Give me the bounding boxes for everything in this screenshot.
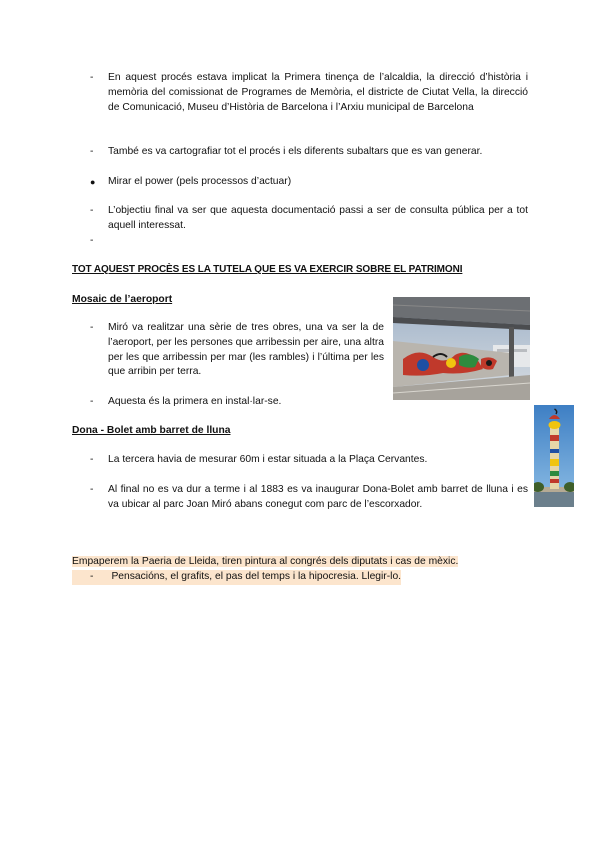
list-marker: - [90,146,94,157]
list-item [90,204,528,234]
list-item [90,321,384,380]
section-heading: TOT AQUEST PROCÈS ES LA TUTELA QUE ES VA EXERCIR SOBRE EL PATRIMONI [72,264,463,275]
list-item-text: Pensacións, el grafits, el pas del temps i la hipocresia. Llegir-lo. [93,570,401,585]
list-item-text: L’objectiu final va ser que aquesta documentació passi a ser de consulta pública per a tot aquell interessat. [108,205,528,231]
list-item [90,145,528,160]
list-marker: ● [90,177,96,187]
list-marker: - [90,205,94,216]
list-item-text: També es va cartografiar tot el procés i els diferents subaltars que es van generar. [108,146,483,157]
list-item-text: Al final no es va dur a terme i al 1883 es va inaugurar Dona-Bolet amb barret de lluna i es va ubicar al parc Joan Miró abans conegut com parc de l’escorxador. [108,484,528,510]
list-marker: - [90,72,94,83]
list-marker: - [90,235,94,246]
list-item [90,175,528,190]
highlighted-text: Empaperem la Paeria de Lleida, tiren pintura al congrés dels diputats i cas de mèxic. [72,556,459,567]
list-item-text: En aquest procés estava implicat la Primera tinença de l’alcaldia, la direcció d’història i memòria del comissionat de Programes de Memòria, el districte de Ciutat Vella, la direcció de Comunicació, Museu d’Història de Barcelona i l’Arxiu municipal de Barcelona [108,72,528,113]
list-item-text: La tercera havia de mesurar 60m i estar situada a la Plaça Cervantes. [108,454,428,465]
list-marker: - [72,570,93,585]
list-marker: - [90,484,94,495]
section-title: Mosaic de l’aeroport [72,294,173,305]
list-item-text: Miró va realitzar una sèrie de tres obres, una va ser la de l’aeroport, per les persones que arribessin per aire, una altra per les que arribessin per mar (les rambles) i l’última per les que arribin per terra. [108,322,384,378]
list-item [90,71,528,115]
list-marker: - [90,322,94,333]
list-item [90,395,384,410]
list-item [90,483,528,513]
dona-bolet-sculpture-photo [534,405,574,507]
list-item-text: Mirar el power (pels processos d’actuar) [108,176,292,187]
list-item [72,570,401,585]
list-item [90,453,528,468]
list-item-text: Aquesta és la primera en instal·lar-se. [108,396,282,407]
list-marker: - [90,454,94,465]
section-title: Dona - Bolet amb barret de lluna [72,425,231,436]
list-marker: - [90,396,94,407]
airport-mosaic-photo [393,297,530,400]
